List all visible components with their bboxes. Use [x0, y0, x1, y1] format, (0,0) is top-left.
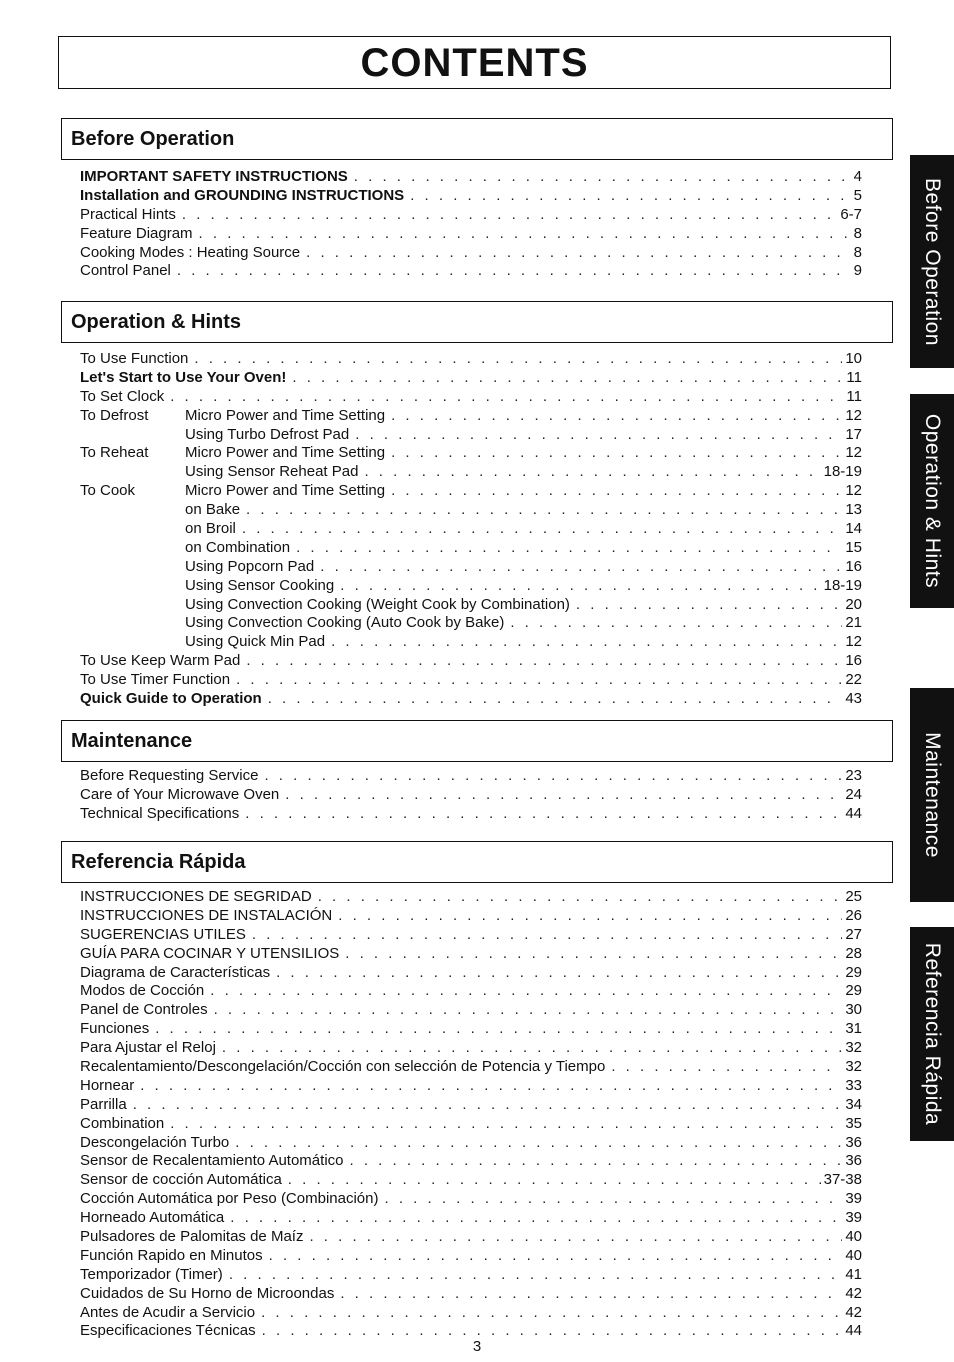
- toc-entry: [80, 690, 862, 709]
- dot-leader: [170, 1115, 842, 1134]
- toc-list-operation-hints: [80, 350, 862, 709]
- toc-entry-page: 11: [846, 387, 862, 405]
- toc-entry-page: 16: [845, 652, 862, 670]
- toc-entry-label: Feature Diagram: [80, 224, 193, 242]
- toc-entry-page: 42: [845, 1284, 862, 1302]
- toc-entry-page: 41: [845, 1265, 862, 1283]
- toc-entry-page: 40: [845, 1246, 862, 1264]
- toc-entry: [80, 1001, 862, 1020]
- toc-entry: [80, 767, 862, 786]
- dot-leader: [242, 520, 842, 539]
- section-header-operation-hints: [61, 301, 893, 343]
- toc-entry: [80, 805, 862, 824]
- toc-entry-label: To Use Timer Function: [80, 671, 231, 689]
- toc-entry-page: 15: [845, 538, 862, 556]
- toc-entry-label: Control Panel: [80, 262, 171, 280]
- toc-list-before-operation: [80, 168, 862, 281]
- dot-leader: [229, 1266, 843, 1285]
- toc-entry-page: 12: [845, 633, 862, 651]
- toc-entry-category: To Defrost: [80, 406, 149, 424]
- toc-entry: [80, 482, 862, 501]
- toc-entry: [80, 1209, 862, 1228]
- toc-entry-label: Before Requesting Service: [80, 767, 259, 784]
- dot-leader: [276, 964, 842, 983]
- dot-leader: [199, 225, 851, 244]
- toc-entry-page: 6-7: [840, 205, 862, 223]
- toc-entry-page: 31: [845, 1020, 862, 1038]
- section-header-referencia-rapida: [61, 841, 893, 883]
- toc-entry-page: 30: [845, 1001, 862, 1019]
- toc-entry-page: 4: [853, 168, 862, 185]
- toc-entry-page: 33: [845, 1076, 862, 1094]
- toc-entry: [80, 262, 862, 281]
- toc-entry-label: Care of Your Microwave Oven: [80, 785, 280, 803]
- toc-entry-page: 29: [845, 963, 862, 981]
- toc-entry-label: To Use Function: [80, 350, 189, 367]
- toc-entry-page: 18-19: [823, 576, 862, 594]
- dot-leader: [170, 388, 843, 407]
- dot-leader: [340, 577, 820, 596]
- dot-leader: [261, 1304, 842, 1323]
- dot-leader: [214, 1001, 843, 1020]
- dot-leader: [230, 1209, 842, 1228]
- toc-entry-label: on Bake: [185, 501, 241, 519]
- toc-entry: [80, 369, 862, 388]
- toc-entry-page: 29: [845, 982, 862, 1000]
- dot-leader: [285, 786, 842, 805]
- toc-entry: [80, 463, 862, 482]
- toc-entry-label: Sensor de cocción Automática: [80, 1171, 282, 1189]
- side-tab-label: Maintenance: [921, 732, 944, 858]
- toc-entry-label: on Combination: [185, 538, 291, 556]
- toc-entry-label: INSTRUCCIONES DE SEGRIDAD: [80, 888, 312, 905]
- dot-leader: [292, 369, 843, 388]
- toc-entry: [80, 1058, 862, 1077]
- toc-entry-label: INSTRUCCIONES DE INSTALACIÓN: [80, 906, 333, 924]
- dot-leader: [320, 558, 842, 577]
- dot-leader: [246, 501, 842, 520]
- toc-entry-label: Panel de Controles: [80, 1001, 208, 1019]
- toc-entry-label: GUÍA PARA COCINAR Y UTENSILIOS: [80, 944, 340, 962]
- toc-entry-page: 36: [845, 1152, 862, 1170]
- dot-leader: [235, 1134, 842, 1153]
- dot-leader: [210, 982, 842, 1001]
- toc-entry: [80, 225, 862, 244]
- toc-entry-page: 42: [845, 1303, 862, 1321]
- toc-entry-page: 16: [845, 557, 862, 575]
- toc-entry: [80, 652, 862, 671]
- toc-entry-category: To Cook: [80, 482, 136, 500]
- dot-leader: [350, 1152, 843, 1171]
- toc-entry-label: Using Quick Min Pad: [185, 633, 326, 651]
- dot-leader: [345, 945, 842, 964]
- dot-leader: [236, 671, 842, 690]
- toc-entry-label: Sensor de Recalentamiento Automático: [80, 1152, 344, 1170]
- dot-leader: [194, 350, 842, 369]
- toc-entry: [80, 1152, 862, 1171]
- dot-leader: [155, 1020, 842, 1039]
- toc-entry-label: IMPORTANT SAFETY INSTRUCTIONS: [80, 168, 348, 185]
- toc-entry: [80, 539, 862, 558]
- dot-leader: [177, 262, 851, 281]
- toc-entry-page: 39: [845, 1190, 862, 1208]
- toc-entry-page: 44: [845, 1322, 862, 1340]
- toc-entry: [80, 1304, 862, 1323]
- toc-entry-label: Using Convection Cooking (Weight Cook by Combination): [185, 595, 570, 613]
- toc-entry-label: Diagrama de Características: [80, 963, 271, 981]
- toc-entry-page: 11: [846, 368, 862, 386]
- toc-entry-label: Parrilla: [80, 1095, 127, 1113]
- toc-entry-page: 34: [845, 1095, 862, 1113]
- dot-leader: [391, 482, 842, 501]
- toc-entry: [80, 1020, 862, 1039]
- dot-leader: [252, 926, 842, 945]
- toc-entry-page: 8: [853, 224, 862, 242]
- toc-entry: [80, 1266, 862, 1285]
- toc-entry-label: Technical Specifications: [80, 804, 240, 822]
- dot-leader: [355, 426, 842, 445]
- section-title: Operation & Hints: [71, 310, 242, 333]
- toc-entry: [80, 1285, 862, 1304]
- toc-entry: [80, 520, 862, 539]
- toc-entry-page: 20: [845, 595, 862, 613]
- toc-entry-page: 26: [845, 906, 862, 924]
- dot-leader: [331, 633, 842, 652]
- title-box: [58, 36, 891, 89]
- toc-entry: [80, 633, 862, 652]
- toc-entry-label: Antes de Acudir a Servicio: [80, 1303, 256, 1321]
- toc-entry: [80, 614, 862, 633]
- toc-entry-label: SUGERENCIAS UTILES: [80, 925, 246, 943]
- toc-entry: [80, 982, 862, 1001]
- side-tab-label: Operation & Hints: [921, 413, 944, 589]
- toc-entry: [80, 558, 862, 577]
- toc-entry-label: Funciones: [80, 1020, 150, 1038]
- toc-entry-page: 25: [845, 888, 862, 905]
- dot-leader: [510, 614, 842, 633]
- toc-entry-page: 17: [845, 425, 862, 443]
- toc-entry-label: Combination: [80, 1114, 165, 1132]
- toc-entry-page: 35: [845, 1114, 862, 1132]
- toc-entry-page: 43: [845, 690, 862, 708]
- toc-entry-page: 10: [845, 350, 862, 367]
- toc-entry: [80, 1115, 862, 1134]
- toc-entry-label: Installation and GROUNDING INSTRUCTIONS: [80, 186, 405, 204]
- toc-entry-page: 37-38: [823, 1171, 862, 1189]
- toc-entry: [80, 1190, 862, 1209]
- dot-leader: [268, 690, 843, 709]
- dot-leader: [354, 168, 851, 187]
- toc-entry-page: 13: [845, 501, 862, 519]
- toc-entry-label: Recalentamiento/Descongelación/Cocción con selección de Potencia y Tiempo: [80, 1058, 606, 1076]
- toc-entry-label: Quick Guide to Operation: [80, 690, 262, 708]
- toc-entry: [80, 945, 862, 964]
- toc-entry: [80, 907, 862, 926]
- toc-entry: [80, 1096, 862, 1115]
- section-title: Before Operation: [71, 127, 235, 150]
- toc-entry-label: Para Ajustar el Reloj: [80, 1039, 216, 1057]
- toc-entry-page: 18-19: [823, 463, 862, 481]
- section-header-before-operation: [61, 118, 893, 160]
- toc-entry: [80, 1171, 862, 1190]
- dot-leader: [364, 463, 820, 482]
- dot-leader: [264, 767, 842, 786]
- toc-entry-page: 36: [845, 1133, 862, 1151]
- toc-entry-page: 12: [845, 406, 862, 424]
- toc-entry-label: Cooking Modes : Heating Source: [80, 243, 301, 261]
- toc-entry-page: 28: [845, 944, 862, 962]
- toc-entry-label: Using Sensor Reheat Pad: [185, 463, 359, 481]
- toc-entry-label: Cocción Automática por Peso (Combinación): [80, 1190, 379, 1208]
- toc-entry-page: 22: [845, 671, 862, 689]
- toc-entry: [80, 926, 862, 945]
- toc-entry-category: To Reheat: [80, 444, 149, 462]
- toc-entry: [80, 1247, 862, 1266]
- toc-entry: [80, 1228, 862, 1247]
- toc-entry-page: 8: [853, 243, 862, 261]
- toc-entry-label: Temporizador (Timer): [80, 1265, 223, 1283]
- toc-entry-page: 24: [845, 785, 862, 803]
- toc-entry-page: 12: [845, 482, 862, 500]
- toc-entry-label: Pulsadores de Palomitas de Maíz: [80, 1228, 304, 1246]
- dot-leader: [140, 1077, 842, 1096]
- dot-leader: [410, 187, 850, 206]
- dot-leader: [246, 652, 842, 671]
- toc-entry-page: 9: [853, 262, 862, 280]
- toc-list-referencia-rapida: [80, 888, 862, 1341]
- toc-entry-page: 32: [845, 1039, 862, 1057]
- toc-entry-label: Using Popcorn Pad: [185, 557, 315, 575]
- toc-entry-label: Using Sensor Cooking: [185, 576, 335, 594]
- toc-entry-label: Micro Power and Time Setting: [185, 444, 386, 462]
- side-tab-maintenance[interactable]: [910, 688, 954, 902]
- toc-entry-page: 23: [845, 767, 862, 784]
- toc-entry-page: 40: [845, 1228, 862, 1246]
- toc-entry-page: 12: [845, 444, 862, 462]
- toc-entry: [80, 1134, 862, 1153]
- dot-leader: [391, 444, 842, 463]
- dot-leader: [340, 1285, 842, 1304]
- toc-entry-page: 27: [845, 925, 862, 943]
- toc-entry: [80, 168, 862, 187]
- toc-entry-label: Using Convection Cooking (Auto Cook by Bake): [185, 614, 505, 632]
- toc-entry: [80, 388, 862, 407]
- toc-entry-label: Micro Power and Time Setting: [185, 482, 386, 500]
- dot-leader: [306, 244, 851, 263]
- section-title: Maintenance: [71, 729, 193, 752]
- toc-entry: [80, 444, 862, 463]
- toc-entry-page: 39: [845, 1209, 862, 1227]
- toc-entry-label: on Broil: [185, 520, 236, 538]
- section-title: Referencia Rápida: [71, 850, 246, 873]
- dot-leader: [133, 1096, 843, 1115]
- dot-leader: [296, 539, 842, 558]
- toc-entry-page: 32: [845, 1058, 862, 1076]
- toc-entry: [80, 1039, 862, 1058]
- toc-entry-label: To Use Keep Warm Pad: [80, 652, 241, 670]
- side-tab-referencia-rapida[interactable]: [910, 927, 954, 1141]
- toc-entry-label: To Set Clock: [80, 387, 165, 405]
- toc-entry: [80, 577, 862, 596]
- side-tab-operation-hints[interactable]: [910, 394, 954, 608]
- section-header-maintenance: [61, 720, 893, 762]
- toc-list-maintenance: [80, 767, 862, 824]
- toc-entry-page: 44: [845, 804, 862, 822]
- toc-entry-label: Practical Hints: [80, 205, 176, 223]
- toc-entry-label: Descongelación Turbo: [80, 1133, 230, 1151]
- page-title: CONTENTS: [360, 40, 589, 85]
- toc-entry: [80, 407, 862, 426]
- toc-entry: [80, 426, 862, 445]
- toc-entry: [80, 964, 862, 983]
- dot-leader: [384, 1190, 842, 1209]
- toc-entry: [80, 244, 862, 263]
- toc-entry-label: Modos de Cocción: [80, 982, 205, 1000]
- dot-leader: [611, 1058, 842, 1077]
- side-tab-label: Referencia Rápida: [921, 942, 944, 1126]
- dot-leader: [269, 1247, 843, 1266]
- toc-entry-label: Cuidados de Su Horno de Microondas: [80, 1284, 335, 1302]
- toc-entry: [80, 888, 862, 907]
- toc-entry-label: Hornear: [80, 1076, 135, 1094]
- dot-leader: [182, 206, 837, 225]
- toc-entry-label: Horneado Automática: [80, 1209, 225, 1227]
- side-tab-before-operation[interactable]: [910, 155, 954, 368]
- toc-entry: [80, 501, 862, 520]
- toc-entry: [80, 206, 862, 225]
- dot-leader: [245, 805, 842, 824]
- toc-entry-label: Micro Power and Time Setting: [185, 406, 386, 424]
- dot-leader: [576, 596, 842, 615]
- side-tab-label: Before Operation: [921, 177, 944, 346]
- page-number: 3: [472, 1338, 482, 1355]
- toc-entry-label: Using Turbo Defrost Pad: [185, 425, 350, 443]
- toc-entry-label: Función Rapido en Minutos: [80, 1246, 263, 1264]
- toc-entry-page: 21: [845, 614, 862, 632]
- toc-entry: [80, 1077, 862, 1096]
- toc-entry: [80, 350, 862, 369]
- toc-entry: [80, 596, 862, 615]
- toc-entry: [80, 786, 862, 805]
- toc-entry-page: 14: [845, 520, 862, 538]
- dot-leader: [309, 1228, 842, 1247]
- toc-entry: [80, 671, 862, 690]
- dot-leader: [318, 888, 843, 907]
- toc-entry-label: Let's Start to Use Your Oven!: [80, 368, 287, 386]
- dot-leader: [391, 407, 842, 426]
- toc-entry-label: Especificaciones Técnicas: [80, 1322, 256, 1340]
- dot-leader: [288, 1171, 821, 1190]
- dot-leader: [338, 907, 842, 926]
- toc-entry-page: 5: [853, 186, 862, 204]
- dot-leader: [222, 1039, 842, 1058]
- toc-entry: [80, 187, 862, 206]
